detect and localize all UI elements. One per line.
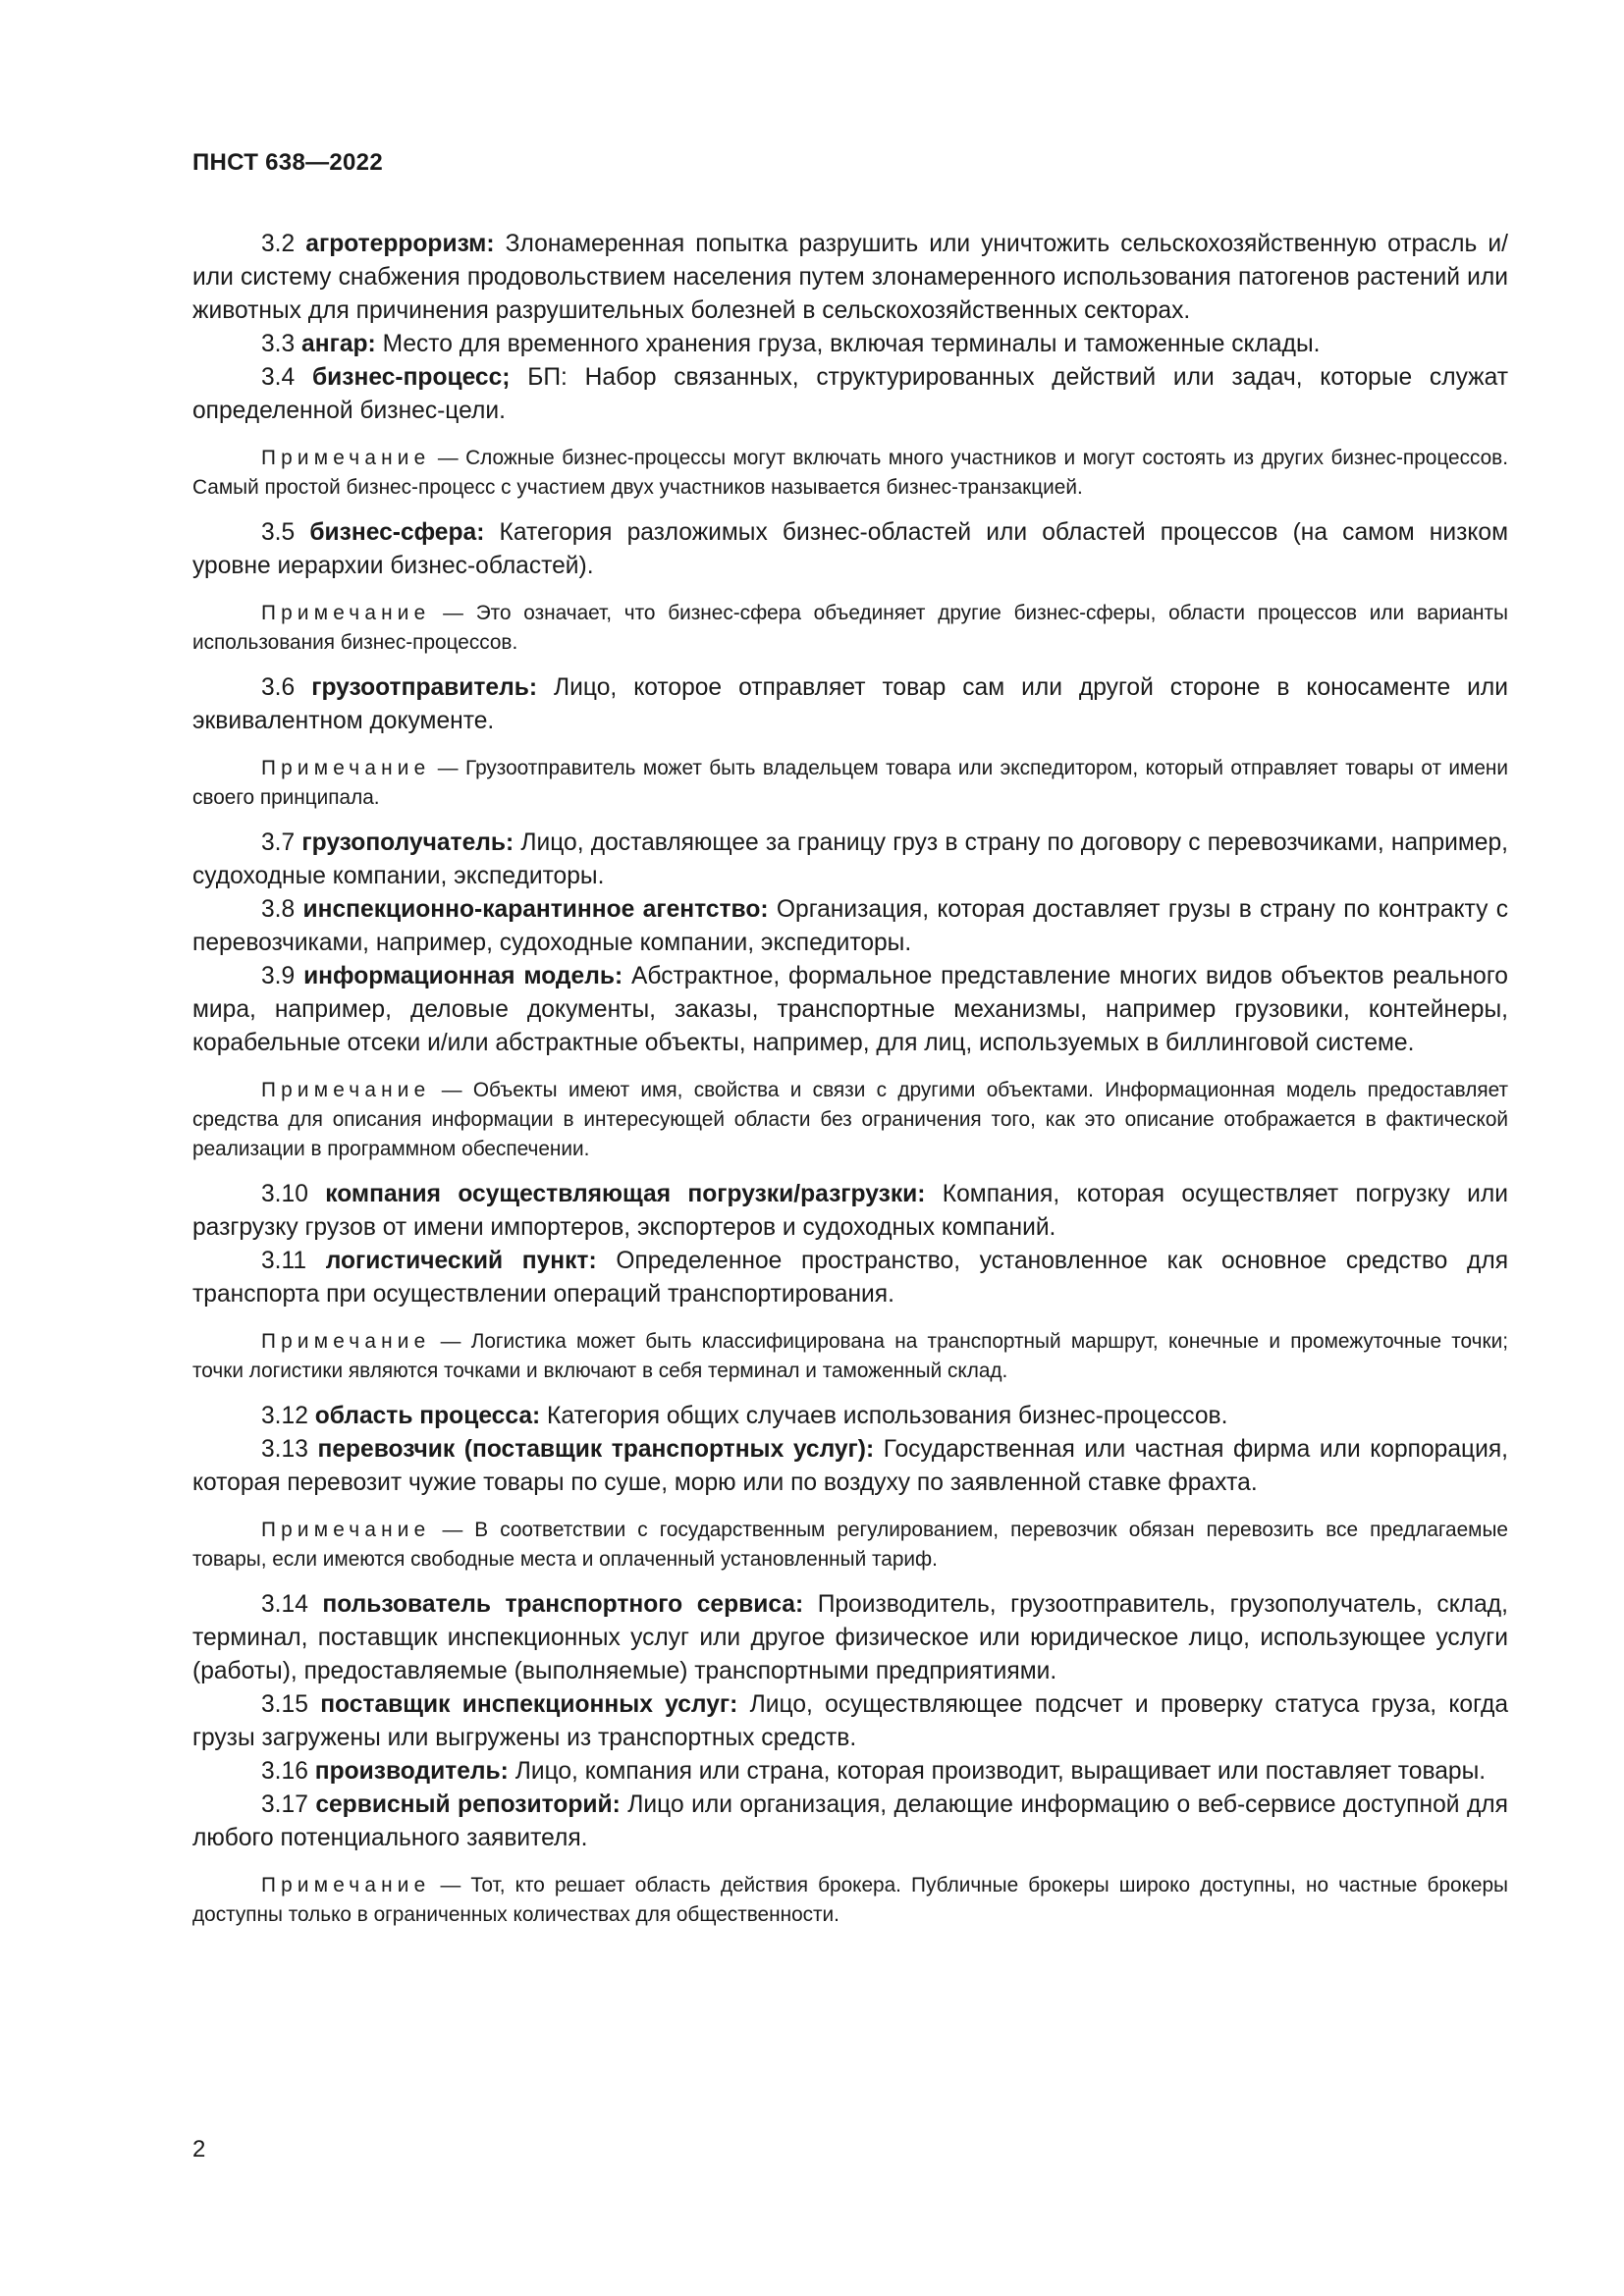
note-text: — Объекты имеют имя, свойства и связи с другими объектами. Информационная модель предоставляет средства для описания информации в интересующей области без ограничения того, как это описание отображается в фактической реализации в программном обеспечении. — [192, 1079, 1508, 1160]
definition-text: Компания, которая осуществляет погрузку или разгрузку грузов от имени импортеров, экспортеров и судоходных компаний. — [192, 1181, 1508, 1241]
note — [192, 1871, 1508, 1930]
definition — [192, 893, 1508, 960]
definition-term: бизнес-сфера: — [309, 519, 485, 546]
definition-number: 3.15 — [261, 1691, 308, 1718]
definition-term: поставщик инспекционных услуг: — [320, 1691, 738, 1718]
definition-number: 3.14 — [261, 1591, 308, 1618]
note-text: — Это означает, что бизнес-сфера объединяет другие бизнес-сферы, области процессов или варианты использования бизнес-процессов. — [192, 602, 1508, 654]
definition — [192, 827, 1508, 893]
definition-term: производитель: — [314, 1758, 509, 1785]
definition-number: 3.16 — [261, 1758, 308, 1785]
definition-number: 3.17 — [261, 1791, 308, 1818]
definition-text: Место для временного хранения груза, включая терминалы и таможенные склады. — [382, 331, 1321, 357]
definition-term: перевозчик (поставщик транспортных услуг): — [317, 1436, 875, 1463]
note-label: Примечание — [261, 1079, 431, 1101]
definition — [192, 1433, 1508, 1500]
definition — [192, 228, 1508, 328]
definition-text: Производитель, грузоотправитель, грузополучатель, склад, терминал, поставщик инспекционных услуг или другое физическое или юридическое лицо, использующее услуги (работы), предоставляемые (выполняемые) транспортными предприятиями. — [192, 1591, 1508, 1684]
definition-text: Лицо, доставляющее за границу груз в страну по договору с перевозчиками, например, судоходные компании, экспедиторы. — [192, 829, 1508, 889]
note-text: — Грузоотправитель может быть владельцем товара или экспедитором, который отправляет товары от имени своего принципала. — [192, 757, 1508, 809]
definition-text: БП: Набор связанных, структурированных действий или задач, которые служат определенной бизнес-цели. — [192, 364, 1508, 424]
definition — [192, 516, 1508, 583]
note-text: — Логистика может быть классифицирована на транспортный маршрут, конечные и промежуточные точки; точки логистики являются точками и включают в себя терминал и таможенный склад. — [192, 1330, 1508, 1382]
definition-text: Лицо или организация, делающие информацию о веб-сервисе доступной для любого потенциального заявителя. — [192, 1791, 1508, 1851]
document-id-header: ПНСТ 638—2022 — [192, 149, 383, 176]
definition — [192, 1789, 1508, 1855]
definition-term: грузополучатель: — [301, 829, 514, 856]
definition — [192, 1755, 1508, 1789]
definition-number: 3.6 — [261, 674, 296, 701]
definition-term: инспекционно-карантинное агентство: — [302, 896, 769, 923]
definition-text: Лицо, которое отправляет товар сам или другой стороне в коносаменте или эквивалентном документе. — [192, 674, 1509, 734]
definition-text: Категория разложимых бизнес-областей или областей процессов (на самом низком уровне иерархии бизнес-областей). — [192, 519, 1508, 579]
definition-text: Категория общих случаев использования бизнес-процессов. — [547, 1403, 1228, 1429]
definition-number: 3.8 — [261, 896, 296, 923]
note — [192, 444, 1508, 503]
note-label: Примечание — [261, 1330, 431, 1353]
definition-text: Лицо, осуществляющее подсчет и проверку статуса груза, когда грузы загружены или выгружены из транспортных средств. — [192, 1691, 1509, 1751]
note-text: — Сложные бизнес-процессы могут включать много участников и могут состоять из других бизнес-процессов. Самый простой бизнес-процесс с участием двух участников называется бизнес-транзакцией. — [192, 447, 1508, 499]
note-text: — Тот, кто решает область действия брокера. Публичные брокеры широко доступны, но частные брокеры доступны только в ограниченных количествах для общественности. — [192, 1874, 1509, 1926]
definition-text: Лицо, компания или страна, которая производит, выращивает или поставляет товары. — [514, 1758, 1487, 1785]
definition-number: 3.10 — [261, 1181, 308, 1207]
note-label: Примечание — [261, 1874, 431, 1896]
definition — [192, 1400, 1508, 1433]
definition-text: Определенное пространство, установленное как основное средство для транспорта при осуществлении операций транспортирования. — [192, 1248, 1509, 1308]
definition-term: пользователь транспортного сервиса: — [322, 1591, 804, 1618]
definition-term: область процесса: — [314, 1403, 541, 1429]
definition — [192, 671, 1508, 738]
definition-number: 3.3 — [261, 331, 296, 357]
note-label: Примечание — [261, 1519, 431, 1541]
definition-number: 3.11 — [261, 1248, 307, 1274]
definition-text: Абстрактное, формальное представление многих видов объектов реального мира, например, деловые документы, заказы, транспортные механизмы, например грузовики, контейнеры, корабельные отсеки и/или абстрактные объекты, например, для лиц, используемых в биллинговой системе. — [192, 963, 1508, 1056]
definition-text: Государственная или частная фирма или корпорация, которая перевозит чужие товары по суше, морю или по воздуху по заявленной ставке фрахта. — [192, 1436, 1508, 1496]
definition — [192, 1688, 1508, 1755]
definition-term: информационная модель: — [303, 963, 623, 989]
definition-number: 3.9 — [261, 963, 296, 989]
definition-number: 3.4 — [261, 364, 296, 391]
definition — [192, 328, 1508, 361]
page-number: 2 — [192, 2136, 206, 2163]
definition — [192, 1245, 1508, 1311]
note-label: Примечание — [261, 447, 431, 469]
note-text: — В соответствии с государственным регулированием, перевозчик обязан перевозить все предлагаемые товары, если имеются свободные места и оплаченный установленный тариф. — [192, 1519, 1508, 1571]
definition-number: 3.12 — [261, 1403, 308, 1429]
definition — [192, 1588, 1508, 1688]
definition-text: Организация, которая доставляет грузы в страну по контракту с перевозчиками, например, судоходные компании, экспедиторы. — [192, 896, 1508, 956]
definition-number: 3.13 — [261, 1436, 308, 1463]
definition-term: агротерроризм: — [305, 231, 495, 257]
definition — [192, 1178, 1508, 1245]
note — [192, 754, 1508, 813]
definition-term: ангар: — [301, 331, 376, 357]
definition-number: 3.5 — [261, 519, 296, 546]
definition-term: бизнес-процесс; — [311, 364, 511, 391]
definition-term: сервисный репозиторий: — [315, 1791, 621, 1818]
definition-term: логистический пункт: — [325, 1248, 597, 1274]
note-label: Примечание — [261, 757, 431, 779]
definition-term: грузоотправитель: — [311, 674, 538, 701]
definition-term: компания осуществляющая погрузки/разгрузки: — [325, 1181, 926, 1207]
definition-number: 3.2 — [261, 231, 296, 257]
note — [192, 1076, 1508, 1164]
note-label: Примечание — [261, 602, 431, 624]
definitions-list — [192, 228, 1508, 1944]
note — [192, 1516, 1508, 1575]
note — [192, 599, 1508, 658]
definition — [192, 960, 1508, 1060]
note — [192, 1327, 1508, 1386]
definition — [192, 361, 1508, 428]
definition-text: Злонамеренная попытка разрушить или уничтожить сельскохозяйственную отрасль и/или систему снабжения продовольствием населения путем злонамеренного использования патогенов растений или животных для причинения разрушительных болезней в сельскохозяйственных секторах. — [192, 231, 1508, 324]
definition-number: 3.7 — [261, 829, 296, 856]
